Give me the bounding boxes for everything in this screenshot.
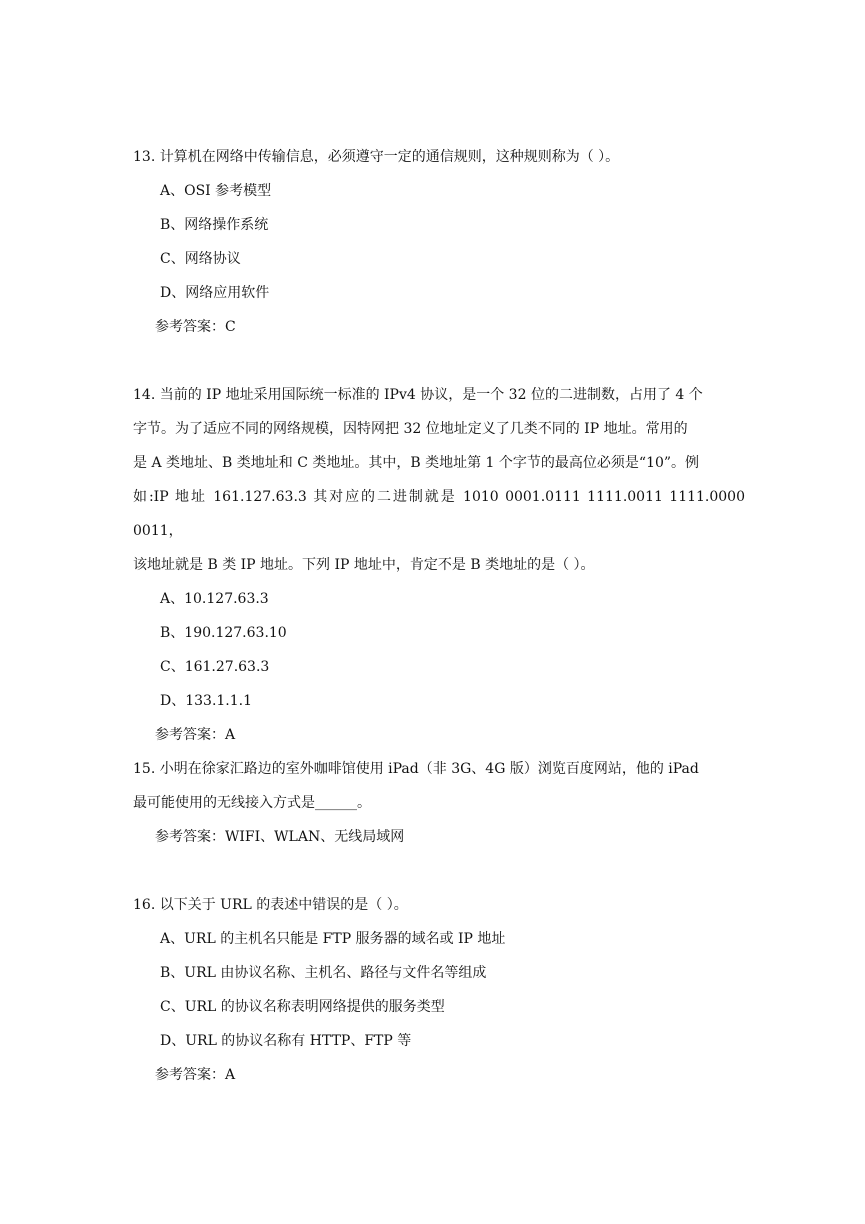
option-b: B、URL 由协议名称、主机名、路径与文件名等组成 [160, 965, 487, 981]
question-stem-line: 是 A 类地址、B 类地址和 C 类地址。其中，B 类地址第 1 个字节的最高位必须是“10”。例 [133, 455, 700, 471]
option-d: D、URL 的协议名称有 HTTP、FTP 等 [160, 1033, 412, 1049]
option-a: A、URL 的主机名只能是 FTP 服务器的域名或 IP 地址 [160, 931, 506, 947]
question-stem: 13. 计算机在网络中传输信息，必须遵守一定的通信规则，这种规则称为（ ）。 [133, 149, 620, 165]
reference-answer: 参考答案：WIFI、WLAN、无线局域网 [155, 829, 405, 845]
question-stem-line: 字节。为了适应不同的网络规模，因特网把 32 位地址定义了几类不同的 IP 地址。常用的 [133, 421, 688, 437]
question-stem-line: 如:IP 地址 161.127.63.3 其对应的二进制就是 1010 0001.0111 1111.0011 1111.0000 0011， [133, 489, 745, 539]
question-stem-line: 该地址就是 B 类 IP 地址。下列 IP 地址中，肯定不是 B 类地址的是（ ）。 [133, 557, 595, 573]
question-15 [133, 752, 745, 854]
option-c: C、URL 的协议名称表明网络提供的服务类型 [160, 999, 445, 1015]
option-d: D、133.1.1.1 [160, 693, 253, 709]
option-b: B、190.127.63.10 [160, 625, 287, 641]
option-a: A、10.127.63.3 [160, 591, 269, 607]
option-c: C、161.27.63.3 [160, 659, 270, 675]
option-b: B、网络操作系统 [160, 217, 269, 233]
option-c: C、网络协议 [160, 251, 241, 267]
reference-answer: 参考答案：A [155, 1067, 236, 1083]
option-a: A、OSI 参考模型 [160, 183, 272, 199]
question-14 [133, 378, 745, 752]
question-stem-line: 最可能使用的无线接入方式是______。 [133, 795, 371, 811]
reference-answer: 参考答案：A [155, 727, 236, 743]
question-13 [133, 140, 745, 344]
question-stem: 16. 以下关于 URL 的表述中错误的是（ ）。 [133, 897, 408, 913]
question-16 [133, 888, 745, 1092]
reference-answer: 参考答案：C [155, 319, 236, 335]
option-d: D、网络应用软件 [160, 285, 270, 301]
question-stem-line: 14. 当前的 IP 地址采用国际统一标准的 IPv4 协议，是一个 32 位的二进制数，占用了 4 个 [133, 387, 703, 403]
question-stem-line: 15. 小明在徐家汇路边的室外咖啡馆使用 iPad（非 3G、4G 版）浏览百度网站，他的 iPad [133, 761, 699, 777]
